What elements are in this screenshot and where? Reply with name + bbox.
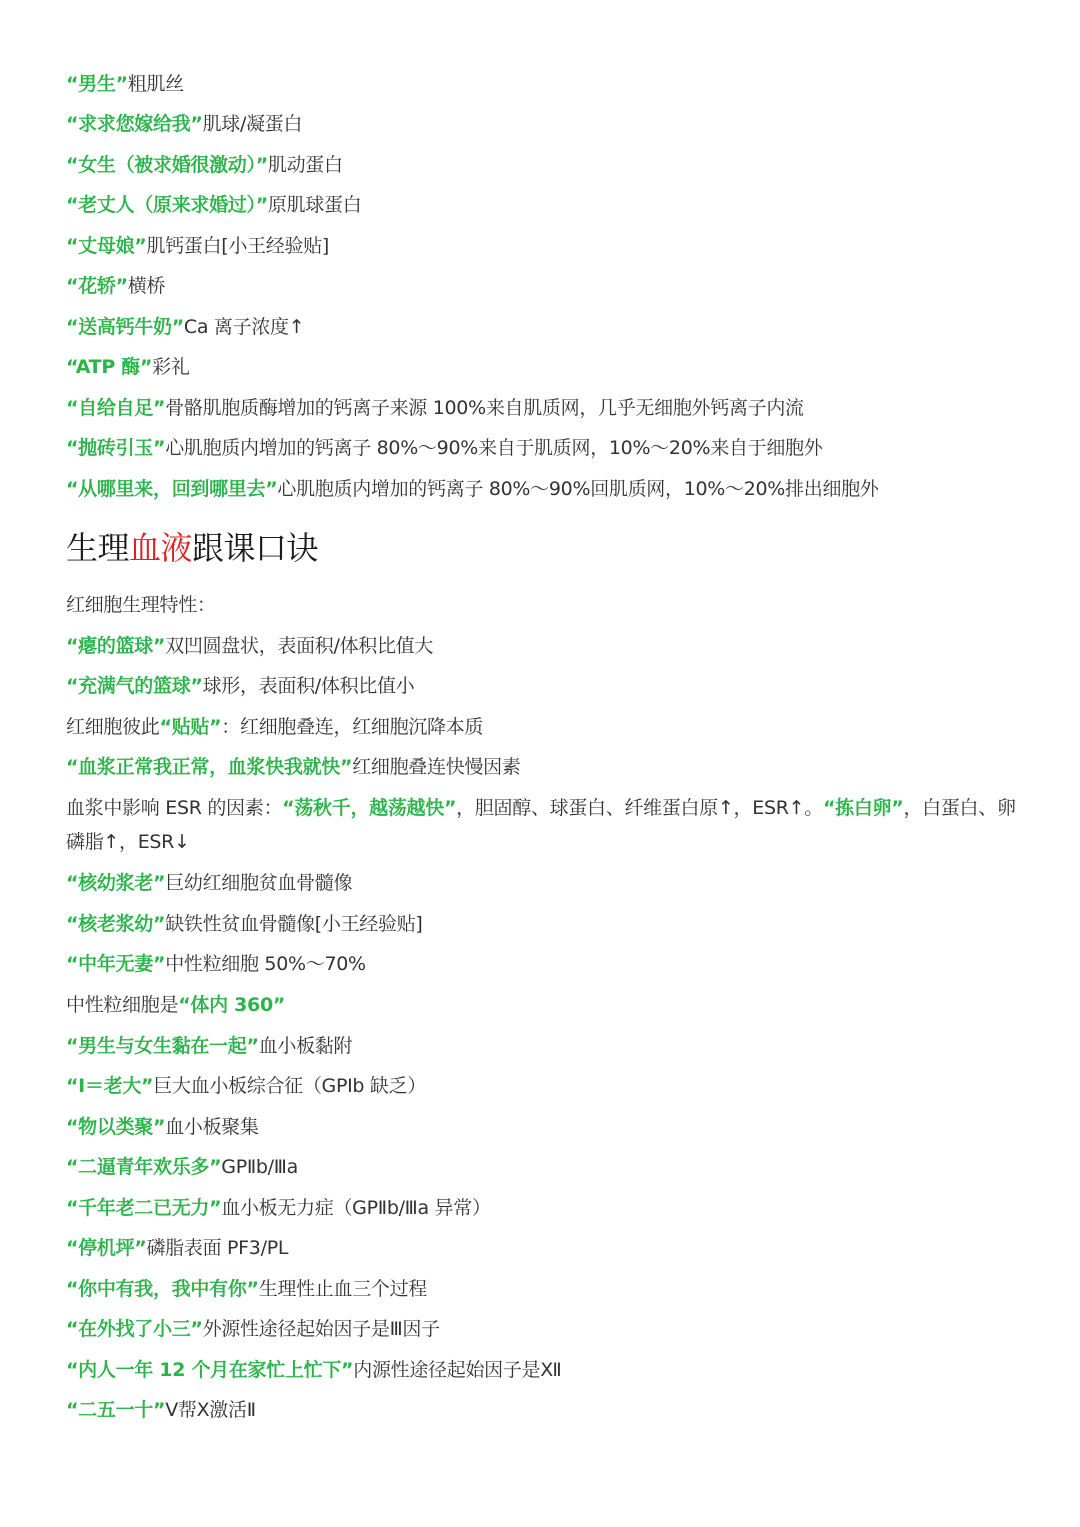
mnemonic-phrase: “拣白卵” <box>822 797 904 819</box>
mnemonic-line <box>66 674 414 698</box>
mnemonic-meaning: 中性粒细胞 50%～70% <box>165 953 366 975</box>
mnemonic-meaning: 生理性止血三个过程 <box>258 1278 427 1300</box>
mnemonic-phrase: “ATP 酶” <box>66 356 153 378</box>
mnemonic-line <box>66 634 433 658</box>
mnemonic-line <box>66 1398 256 1422</box>
mnemonic-line <box>66 871 352 895</box>
section-heading <box>66 528 318 568</box>
mnemonic-meaning: 心肌胞质内增加的钙离子 80%～90%来自于肌质网，10%～20%来自于细胞外 <box>165 437 823 459</box>
mnemonic-line <box>66 153 343 177</box>
mnemonic-meaning: 血小板聚集 <box>165 1116 259 1138</box>
mnemonic-phrase: “核幼浆老” <box>66 872 166 894</box>
subheading-text: 红细胞生理特性： <box>66 594 216 616</box>
mnemonic-line <box>66 952 366 976</box>
mnemonic-phrase: “女生（被求婚很激动）” <box>66 154 268 176</box>
mnemonic-phrase: “抛砖引玉” <box>66 437 166 459</box>
mnemonic-meaning: ，胆固醇、球蛋白、纤维蛋白原↑，ESR↑。 <box>456 797 823 819</box>
mnemonic-phrase: “体内 360” <box>178 994 286 1016</box>
heading-part: 跟课口诀 <box>192 529 319 567</box>
line-prefix: 红细胞彼此 <box>66 716 160 738</box>
mnemonic-phrase: “你中有我，我中有你” <box>66 1278 259 1300</box>
mnemonic-meaning: 肌球/凝蛋白 <box>202 113 303 135</box>
mnemonic-meaning: 肌钙蛋白[小王经验贴] <box>146 235 330 257</box>
mnemonic-phrase: “瘪的篮球” <box>66 635 166 657</box>
mnemonic-meaning: 巨大血小板综合征（GPⅠb 缺乏） <box>153 1075 427 1097</box>
mnemonic-line <box>66 1115 259 1139</box>
mnemonic-line <box>66 72 184 96</box>
mnemonic-line <box>66 912 423 936</box>
heading-highlight: 血液 <box>129 529 193 567</box>
mnemonic-line <box>66 315 304 339</box>
esr-paragraph <box>66 791 1026 859</box>
mnemonic-meaning: 骨骼肌胞质酶增加的钙离子来源 100%来自肌质网，几乎无细胞外钙离子内流 <box>165 397 804 419</box>
mnemonic-phrase: “千年老二已无力” <box>66 1197 222 1219</box>
mnemonic-meaning: 磷脂表面 PF3/PL <box>146 1237 289 1259</box>
mnemonic-line <box>66 1074 426 1098</box>
mnemonic-meaning: Ⅴ帮Ⅹ激活Ⅱ <box>165 1399 256 1421</box>
mnemonic-line <box>66 715 483 739</box>
mnemonic-line <box>66 193 361 217</box>
mnemonic-phrase: “花轿” <box>66 275 128 297</box>
mnemonic-meaning: 原肌球蛋白 <box>267 194 362 216</box>
mnemonic-meaning: 横桥 <box>127 275 166 297</box>
mnemonic-line <box>66 234 329 258</box>
mnemonic-line <box>66 274 165 298</box>
mnemonic-phrase: “二五一十” <box>66 1399 166 1421</box>
mnemonic-phrase: “男生与女生黏在一起” <box>66 1035 259 1057</box>
mnemonic-phrase: “血浆正常我正常，血浆快我就快” <box>66 756 353 778</box>
mnemonic-meaning: 肌动蛋白 <box>267 154 343 176</box>
mnemonic-phrase: “在外找了小三” <box>66 1318 203 1340</box>
mnemonic-phrase: “老丈人（原来求婚过）” <box>66 194 268 216</box>
line-prefix: 中性粒细胞是 <box>66 994 179 1016</box>
mnemonic-phrase: “荡秋千，越荡越快” <box>282 797 457 819</box>
mnemonic-meaning: 红细胞叠连快慢因素 <box>352 756 521 778</box>
subheading <box>66 593 216 617</box>
mnemonic-line <box>66 1034 352 1058</box>
mnemonic-phrase: “充满气的篮球” <box>66 675 203 697</box>
mnemonic-phrase: “核老浆幼” <box>66 913 166 935</box>
heading-part: 生理 <box>66 529 130 567</box>
mnemonic-phrase: “送高钙牛奶” <box>66 316 184 338</box>
mnemonic-line <box>66 1317 440 1341</box>
mnemonic-line <box>66 993 285 1017</box>
mnemonic-line <box>66 1236 288 1260</box>
line-prefix: 血浆中影响 ESR 的因素： <box>66 797 283 819</box>
mnemonic-line <box>66 477 879 501</box>
mnemonic-meaning: 外源性途径起始因子是Ⅲ因子 <box>202 1318 440 1340</box>
mnemonic-phrase: “丈母娘” <box>66 235 147 257</box>
mnemonic-line <box>66 1277 427 1301</box>
mnemonic-line <box>66 1358 561 1382</box>
mnemonic-line <box>66 112 302 136</box>
mnemonic-meaning: GPⅡb/Ⅲa <box>221 1156 298 1178</box>
mnemonic-phrase: “贴贴” <box>159 716 222 738</box>
mnemonic-phrase: “停机坪” <box>66 1237 147 1259</box>
mnemonic-phrase: “二逼青年欢乐多” <box>66 1156 222 1178</box>
mnemonic-phrase: “内人一年 12 个月在家忙上忙下” <box>66 1359 354 1381</box>
mnemonic-meaning: 彩礼 <box>152 356 190 378</box>
mnemonic-meaning: 血小板黏附 <box>258 1035 353 1057</box>
mnemonic-meaning: ：红细胞叠连，红细胞沉降本质 <box>221 716 484 738</box>
mnemonic-meaning: Ca 离子浓度↑ <box>183 316 305 338</box>
mnemonic-meaning: 粗肌丝 <box>127 73 184 95</box>
mnemonic-meaning: ，白蛋白、卵磷脂↑，ESR↓ <box>66 797 1016 853</box>
mnemonic-line <box>66 396 804 420</box>
mnemonic-phrase: “中年无妻” <box>66 953 166 975</box>
mnemonic-line <box>66 755 521 779</box>
mnemonic-meaning: 内源性途径起始因子是Ⅻ <box>353 1359 562 1381</box>
mnemonic-phrase: “求求您嫁给我” <box>66 113 203 135</box>
mnemonic-meaning: 双凹圆盘状，表面积/体积比值大 <box>165 635 434 657</box>
mnemonic-meaning: 心肌胞质内增加的钙离子 80%～90%回肌质网，10%～20%排出细胞外 <box>277 478 879 500</box>
mnemonic-phrase: “自给自足” <box>66 397 166 419</box>
mnemonic-meaning: 缺铁性贫血骨髓像[小王经验贴] <box>165 913 423 935</box>
mnemonic-line <box>66 436 822 460</box>
mnemonic-phrase: “从哪里来，回到哪里去” <box>66 478 278 500</box>
mnemonic-line <box>66 1196 491 1220</box>
mnemonic-phrase: “男生” <box>66 73 128 95</box>
mnemonic-line <box>66 355 190 379</box>
mnemonic-line <box>66 1155 298 1179</box>
mnemonic-phrase: “Ⅰ＝老大” <box>66 1075 154 1097</box>
mnemonic-meaning: 血小板无力症（GPⅡb/Ⅲa 异常） <box>221 1197 491 1219</box>
mnemonic-meaning: 球形，表面积/体积比值小 <box>202 675 415 697</box>
mnemonic-meaning: 巨幼红细胞贫血骨髓像 <box>165 872 353 894</box>
mnemonic-phrase: “物以类聚” <box>66 1116 166 1138</box>
